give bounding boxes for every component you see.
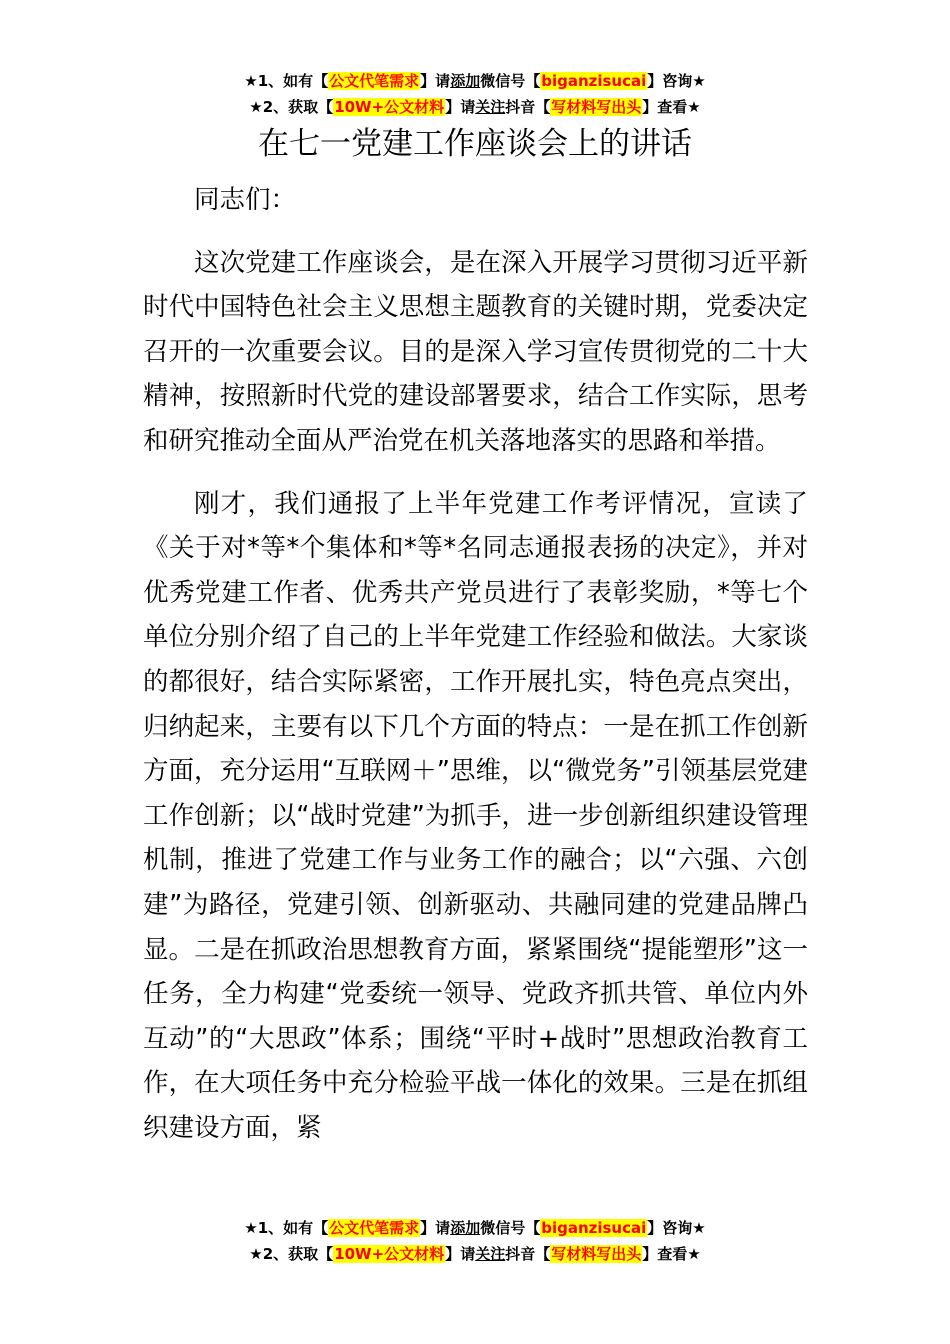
highlight-douyin-account: 写材料写出头 — [551, 98, 642, 116]
banner-line-1 — [0, 1215, 950, 1241]
underlined-text: 关注 — [475, 1245, 506, 1263]
banner-text: 微信号【 — [480, 72, 541, 90]
salutation: 同志们： — [194, 185, 297, 215]
header-banner — [0, 68, 950, 120]
banner-text: 】请 — [420, 1219, 451, 1237]
footer-banner — [0, 1215, 950, 1267]
banner-line-1 — [0, 68, 950, 94]
highlight-service: 公文代笔需求 — [329, 1219, 420, 1237]
highlight-materials: 10W+公文材料 — [334, 98, 445, 116]
underlined-text: 关注 — [475, 98, 506, 116]
banner-text: 】查看★ — [642, 98, 701, 116]
paragraph: 这次党建工作座谈会，是在深入开展学习贯彻习近平新时代中国特色社会主义思想主题教育的关键时期，党委决定召开的一次重要会议。目的是深入学习宣传贯彻党的二十大精神，按照新时代党的建设部署要求，结合工作实际，思考和研究推动全面从严治党在机关落地落实的思路和举措。 — [143, 247, 808, 456]
document-title: 在七一党建工作座谈会上的讲话 — [258, 126, 692, 162]
paragraph: 刚才，我们通报了上半年党建工作考评情况，宣读了《关于对*等*个集体和*等*名同志通报表扬的决定》，并对优秀党建工作者、优秀共产党员进行了表彰奖励，*等七个单位分别介绍了自己的上半年党建工作经验和做法。大家谈的都很好，结合实际紧密，工作开展扎实，特色亮点突出，归纳起来，主要有以下几个方面的特点：一是在抓工作创新方面，充分运用“互联网＋”思维，以“微党务”引领基层党建工作创新；以“战时党建”为抓手，进一步创新组织建设管理机制，推进了党建工作与业务工作的融合；以“六强、六创建”为路径，党建引领、创新驱动、共融同建的党建品牌凸显。二是在抓政治思想教育方面，紧紧围绕“提能塑形”这一任务，全力构建“党委统一领导、党政齐抓共管、单位内外互动”的“大思政”体系；围绕“平时+战时”思想政治教育工作，在大项任务中充分检验平战一体化的效果。三是在抓组织建设方面，紧 — [143, 488, 808, 1143]
highlight-wechat-id: biganzisucai — [541, 1219, 647, 1237]
highlight-wechat-id: biganzisucai — [541, 72, 647, 90]
banner-text: 】查看★ — [642, 1245, 701, 1263]
banner-text: ★1、如有【 — [244, 1219, 329, 1237]
banner-text: 】请 — [445, 98, 476, 116]
banner-text: 】咨询★ — [647, 72, 706, 90]
underlined-text: 添加 — [450, 72, 481, 90]
underlined-text: 添加 — [450, 1219, 481, 1237]
banner-line-2 — [0, 1241, 950, 1267]
banner-text: ★2、获取【 — [249, 98, 334, 116]
banner-text: 】请 — [445, 1245, 476, 1263]
banner-text: 】咨询★ — [647, 1219, 706, 1237]
highlight-service: 公文代笔需求 — [329, 72, 420, 90]
document-body — [143, 178, 808, 1150]
highlight-douyin-account: 写材料写出头 — [551, 1245, 642, 1263]
banner-text: ★2、获取【 — [249, 1245, 334, 1263]
banner-text: 抖音【 — [505, 1245, 551, 1263]
banner-text: 】请 — [420, 72, 451, 90]
highlight-materials: 10W+公文材料 — [334, 1245, 445, 1263]
banner-line-2 — [0, 94, 950, 120]
banner-text: 微信号【 — [480, 1219, 541, 1237]
banner-text: 抖音【 — [505, 98, 551, 116]
banner-text: ★1、如有【 — [244, 72, 329, 90]
